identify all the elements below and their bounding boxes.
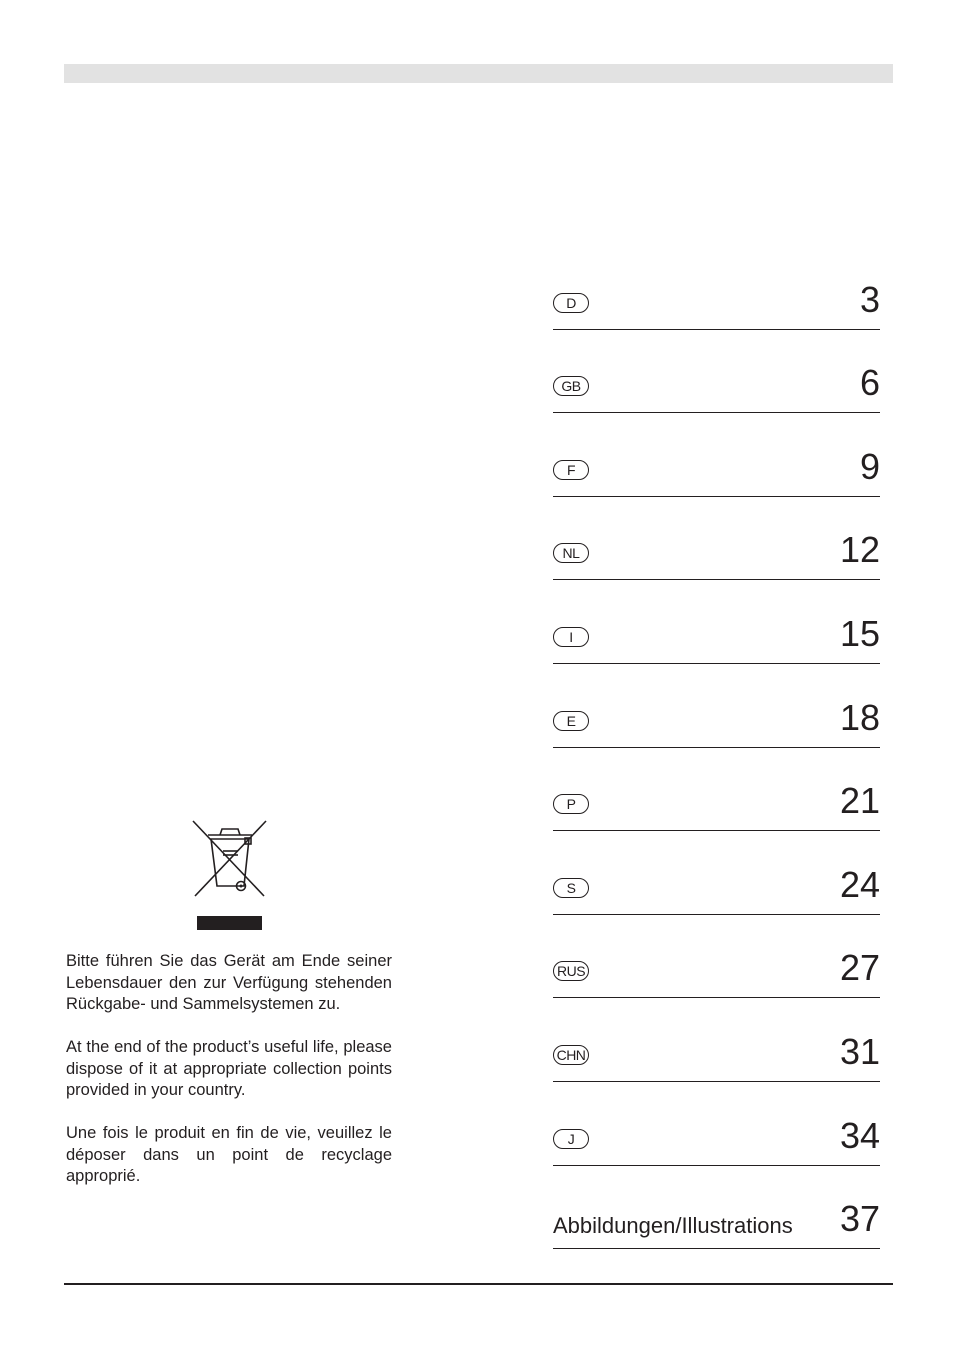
page-number: 18: [839, 696, 880, 738]
crossed-out-wheelie-bin-icon: [190, 818, 270, 932]
language-badge: NL: [553, 543, 589, 563]
page-number: 24: [839, 863, 880, 905]
page-number: 12: [839, 529, 880, 571]
table-of-contents: [553, 246, 880, 1249]
toc-entry-nl[interactable]: [553, 497, 880, 581]
weee-symbol-graphic: [190, 818, 270, 932]
disposal-text-fr: Une fois le produit en fin de vie, veuillez le déposer dans un point de recyclage approprié.: [66, 1124, 392, 1185]
page-number: 34: [839, 1114, 880, 1156]
page-number: 21: [839, 780, 880, 822]
toc-entry-gb[interactable]: [553, 330, 880, 414]
page-number: 6: [859, 362, 880, 404]
toc-entry-s[interactable]: [553, 831, 880, 915]
toc-entry-de[interactable]: [553, 246, 880, 330]
disposal-notice: [66, 951, 392, 1209]
toc-entry-illustrations[interactable]: [553, 1166, 880, 1250]
page-number: 3: [859, 278, 880, 320]
language-badge: CHN: [553, 1045, 589, 1065]
language-badge: F: [553, 460, 589, 480]
language-badge: P: [553, 794, 589, 814]
language-badge: J: [553, 1129, 589, 1149]
language-badge: GB: [553, 376, 589, 396]
toc-entry-j[interactable]: [553, 1082, 880, 1166]
language-badge: I: [553, 627, 589, 647]
page-number: 9: [859, 445, 880, 487]
language-badge: S: [553, 878, 589, 898]
toc-entry-e[interactable]: [553, 664, 880, 748]
footer-rule: [64, 1283, 893, 1285]
toc-label: Abbildungen/Illustrations: [553, 1213, 793, 1239]
disposal-text-de: Bitte führen Sie das Gerät am Ende seiner Lebensdauer den zur Verfügung stehenden Rückgabe- und Sammelsystemen zu.: [66, 952, 392, 1013]
language-badge: E: [553, 711, 589, 731]
page-number: 15: [839, 612, 880, 654]
toc-entry-chn[interactable]: [553, 998, 880, 1082]
toc-entry-f[interactable]: [553, 413, 880, 497]
toc-entry-rus[interactable]: [553, 915, 880, 999]
disposal-text-en: At the end of the product’s useful life, please dispose of it at appropriate collection points provided in your country.: [66, 1038, 392, 1099]
header-bar: [64, 64, 893, 83]
page-number: 37: [839, 1198, 880, 1240]
page-number: 27: [839, 947, 880, 989]
language-badge: D: [553, 293, 589, 313]
page-number: 31: [839, 1030, 880, 1072]
language-badge: RUS: [553, 961, 589, 981]
toc-entry-p[interactable]: [553, 748, 880, 832]
toc-entry-i[interactable]: [553, 580, 880, 664]
